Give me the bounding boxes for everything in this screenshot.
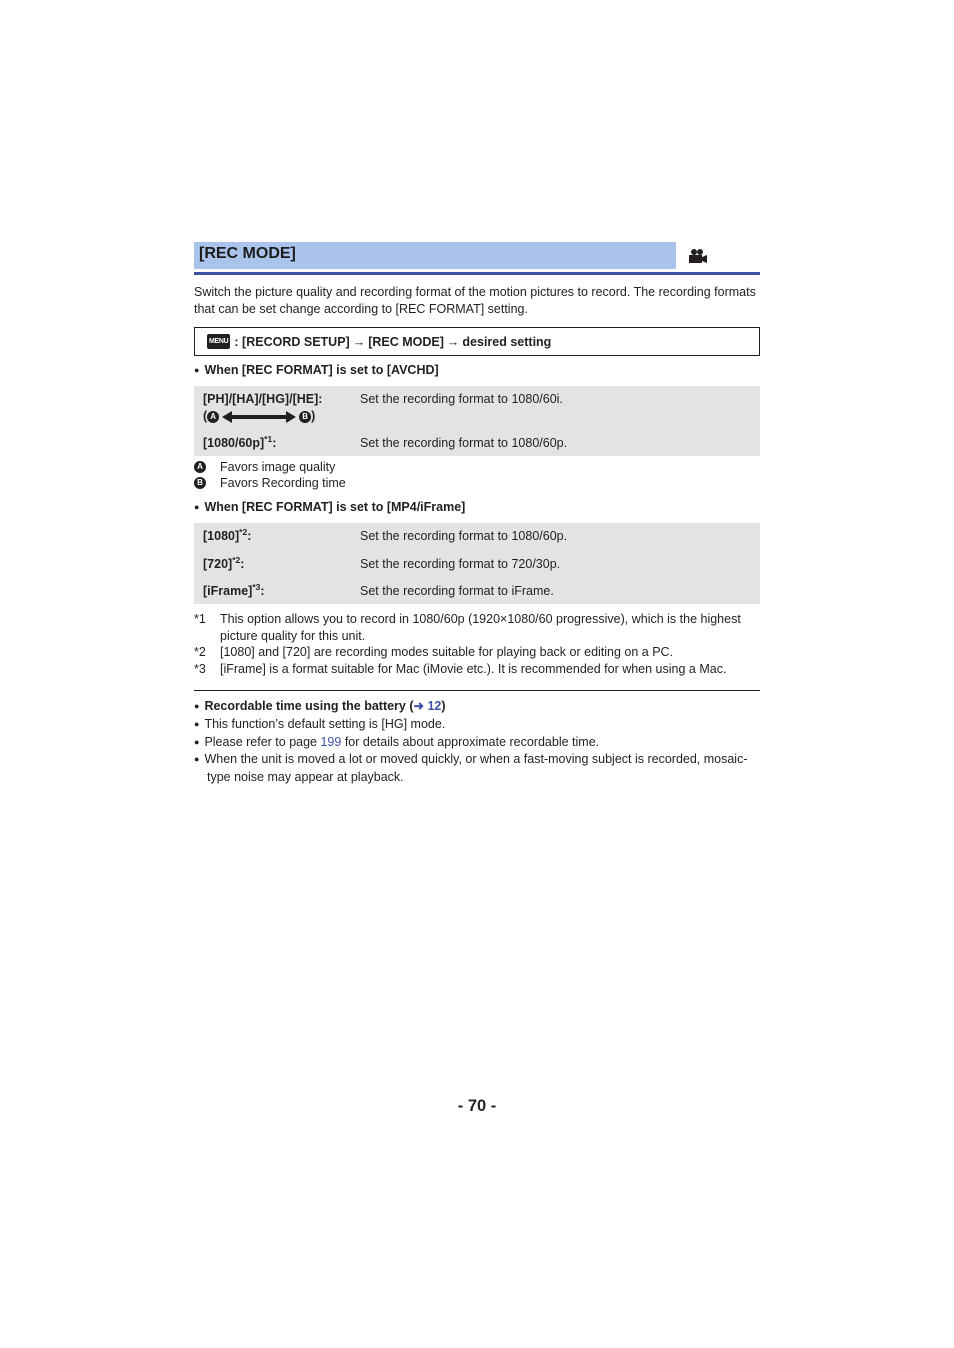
option-value: Set the recording format to 1080/60p.: [360, 436, 568, 450]
table-row: [194, 435, 760, 451]
quality-scale: ( A B ): [203, 409, 316, 423]
option-value: Set the recording format to 1080/60i.: [360, 392, 563, 406]
footnotes: [194, 611, 760, 677]
menu-step-desired: desired setting: [462, 334, 552, 349]
page-content: [194, 242, 760, 786]
notes-list: [194, 698, 760, 786]
note-refer: ● Please refer to page 199 for details about approximate recordable time.: [194, 734, 760, 752]
page-link[interactable]: 199: [320, 734, 342, 749]
double-arrow-icon: [222, 411, 296, 423]
table-row: [194, 528, 760, 545]
footnote: *3 [iFrame] is a format suitable for Mac (iMovie etc.). It is recommended for when using a Mac.: [194, 661, 727, 676]
menu-step-rec-mode: [REC MODE]: [368, 334, 444, 349]
legend: [194, 459, 760, 491]
note-battery: ● Recordable time using the battery (➜ 12): [194, 698, 760, 716]
legend-item: A Favors image quality: [194, 459, 760, 475]
option-key: $[1080/60p]^{*1}$:: [203, 433, 277, 450]
mp4-heading: ● When [REC FORMAT] is set to [MP4/iFrame]: [194, 499, 760, 516]
page-link[interactable]: ➜ 12: [413, 699, 442, 713]
marker-b-icon: B: [299, 411, 311, 423]
option-value: Set the recording format to 1080/60p.: [360, 529, 568, 543]
option-key: $[720]^{*2}$:: [203, 554, 245, 571]
footnote: *2 [1080] and [720] are recording modes suitable for playing back or editing on a PC.: [194, 645, 674, 659]
menu-button-icon: MENU: [207, 334, 230, 349]
mp4-table: [194, 523, 760, 604]
menu-path: [194, 327, 760, 356]
menu-step-record-setup: : [RECORD SETUP]: [234, 334, 350, 349]
legend-item: B Favors Recording time: [194, 475, 760, 491]
table-row: [194, 556, 760, 573]
marker-a-icon: A: [207, 411, 219, 423]
avchd-table: [194, 386, 760, 456]
note-default: ● This function’s default setting is [HG] mode.: [194, 716, 760, 734]
marker-a-icon: A: [194, 461, 206, 473]
avchd-heading: ● When [REC FORMAT] is set to [AVCHD]: [194, 362, 760, 379]
table-row: [194, 391, 760, 425]
option-key: $[1080]^{*2}$:: [203, 526, 252, 543]
option-key: [PH]/[HA]/[HG]/[HE]: ( A B ): [203, 391, 360, 425]
option-key: [iFrame]$^{*3}$:: [203, 581, 265, 598]
movie-camera-icon: [688, 248, 708, 264]
marker-b-icon: B: [194, 477, 206, 489]
table-row: [194, 583, 760, 600]
arrow-icon: →: [446, 334, 460, 349]
option-value: Set the recording format to 720/30p.: [360, 557, 561, 571]
note-noise: ● When the unit is moved a lot or moved quickly, or when a fast-moving subject is recorded, mosaic-type noise may appear at playback.: [194, 751, 760, 786]
section-header: [194, 242, 760, 275]
footnote: *1 This option allows you to record in 1080/60p (1920×1080/60 progressive), which is the highest picture quality for this unit.: [194, 612, 741, 643]
arrow-icon: →: [352, 334, 366, 349]
page-number: - 70 -: [457, 1097, 497, 1115]
section-title: [REC MODE]: [194, 242, 676, 269]
intro-text: Switch the picture quality and recording format of the motion pictures to record. The recording formats that can be set change according to [REC FORMAT] setting.: [194, 285, 756, 316]
option-value: Set the recording format to iFrame.: [360, 584, 554, 598]
divider: [194, 690, 760, 691]
